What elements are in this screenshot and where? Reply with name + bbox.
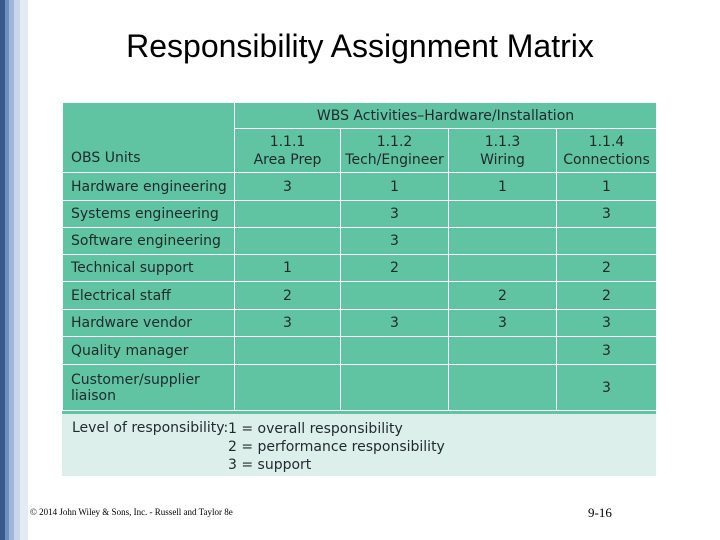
column-header-1	[235, 129, 341, 173]
matrix-table	[62, 102, 657, 411]
responsibility-cell: 3	[557, 337, 657, 365]
responsibility-cell	[449, 228, 557, 255]
table-row	[63, 255, 657, 282]
responsibility-cell: 1	[449, 173, 557, 201]
column-header-3	[449, 129, 557, 173]
table-row	[63, 228, 657, 255]
responsibility-cell: 3	[235, 173, 341, 201]
column-code: 1.1.2	[376, 133, 413, 150]
responsibility-cell: 3	[557, 201, 657, 228]
responsibility-cell: 3	[557, 310, 657, 337]
responsibility-cell	[449, 201, 557, 228]
slide-title: Responsibility Assignment Matrix	[126, 28, 594, 64]
table-row	[63, 337, 657, 365]
responsibility-cell	[449, 337, 557, 365]
responsibility-cell	[235, 201, 341, 228]
responsibility-cell	[449, 365, 557, 411]
responsibility-cell	[449, 255, 557, 282]
responsibility-cell	[235, 228, 341, 255]
page-number: 9-16	[588, 505, 612, 520]
obs-unit-label: Quality manager	[63, 337, 235, 365]
responsibility-cell	[341, 282, 449, 310]
legend-item-1: 1 = overall responsibility	[228, 421, 403, 437]
responsibility-cell	[235, 337, 341, 365]
obs-unit-label: Technical support	[63, 255, 235, 282]
obs-unit-label: Software engineering	[63, 228, 235, 255]
table-row	[63, 201, 657, 228]
column-header-2	[341, 129, 449, 173]
column-code: 1.1.3	[484, 133, 521, 150]
table-row	[63, 365, 657, 411]
responsibility-cell: 1	[557, 173, 657, 201]
table-row	[63, 282, 657, 310]
slide-left-decor-bar	[0, 0, 28, 540]
copyright-footer: © 2014 John Wiley & Sons, Inc. - Russell and Taylor 8e	[30, 507, 233, 517]
responsibility-cell: 3	[557, 365, 657, 411]
responsibility-cell: 1	[235, 255, 341, 282]
responsibility-cell: 3	[341, 201, 449, 228]
obs-unit-label: Hardware engineering	[63, 173, 235, 201]
responsibility-cell	[341, 337, 449, 365]
table-row	[63, 310, 657, 337]
column-header-4	[557, 129, 657, 173]
legend-item-2: 2 = performance responsibility	[228, 439, 445, 455]
obs-unit-label: Systems engineering	[63, 201, 235, 228]
responsibility-cell: 1	[341, 173, 449, 201]
obs-units-header: OBS Units	[63, 103, 235, 173]
column-label: Area Prep	[253, 151, 322, 168]
wbs-activities-header: WBS Activities–Hardware/Installation	[235, 103, 657, 129]
table-row	[63, 173, 657, 201]
obs-unit-label: Electrical staff	[63, 282, 235, 310]
responsibility-cell: 3	[341, 310, 449, 337]
obs-unit-label: Hardware vendor	[63, 310, 235, 337]
matrix-body	[63, 173, 657, 411]
responsibility-cell: 2	[557, 282, 657, 310]
wbs-header-row	[63, 103, 657, 129]
responsibility-cell: 2	[557, 255, 657, 282]
legend-label: Level of responsibility:	[72, 420, 229, 436]
column-label: Connections	[563, 151, 650, 168]
responsibility-cell: 3	[449, 310, 557, 337]
responsibility-cell: 2	[235, 282, 341, 310]
responsibility-cell: 2	[341, 255, 449, 282]
column-code: 1.1.1	[269, 133, 306, 150]
responsibility-cell	[341, 365, 449, 411]
responsibility-cell: 2	[449, 282, 557, 310]
responsibility-cell	[235, 365, 341, 411]
legend-item-3: 3 = support	[228, 457, 312, 473]
responsibility-cell	[557, 228, 657, 255]
responsibility-cell: 3	[341, 228, 449, 255]
obs-unit-label: Customer/supplier liaison	[63, 365, 235, 411]
column-label: Wiring	[480, 151, 525, 168]
column-code: 1.1.4	[588, 133, 625, 150]
legend-items	[228, 420, 445, 474]
column-label: Tech/Engineer	[345, 151, 444, 168]
responsibility-cell: 3	[235, 310, 341, 337]
responsibility-legend	[62, 414, 656, 476]
